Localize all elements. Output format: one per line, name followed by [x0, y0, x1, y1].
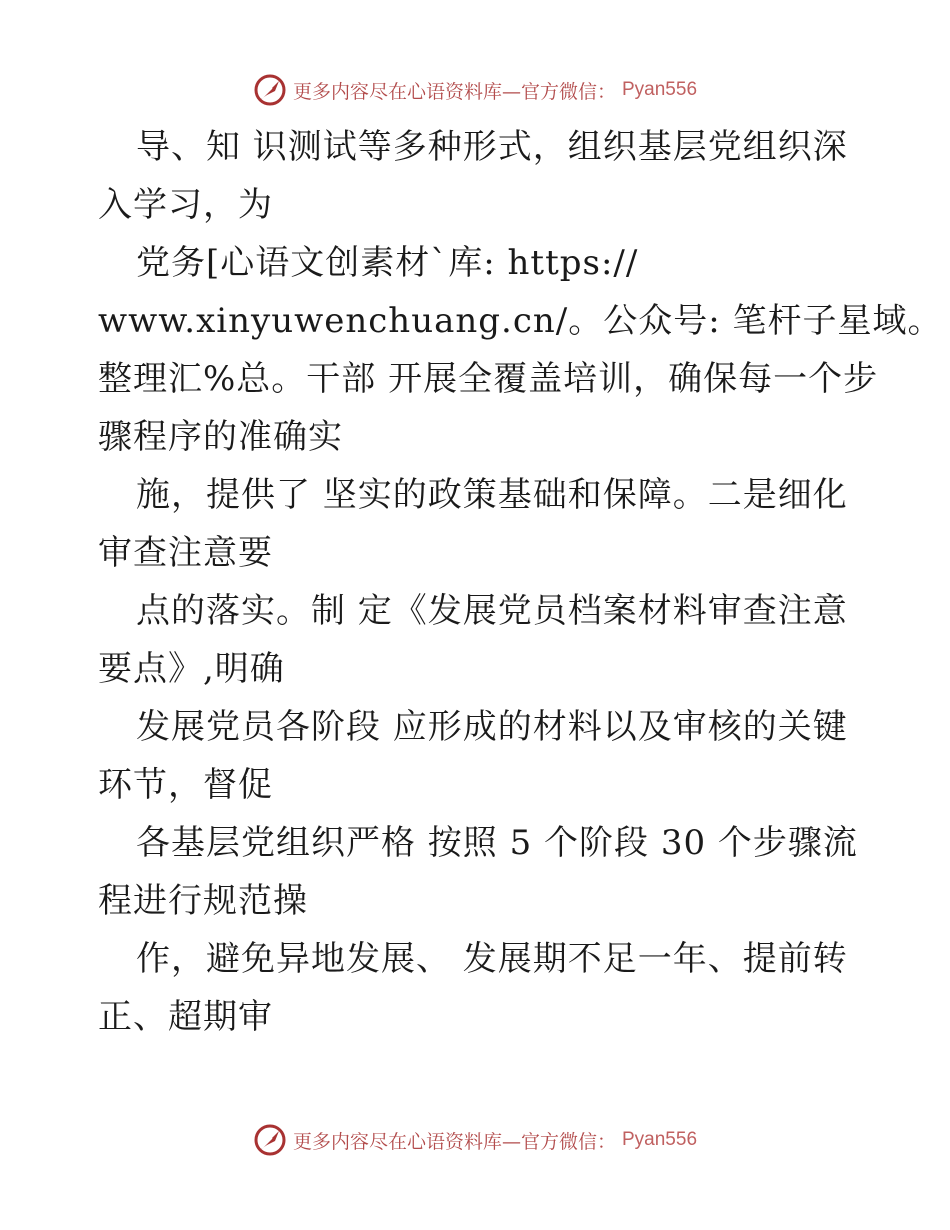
body-line: 发展党员各阶段 应形成的材料以及审核的关键: [136, 707, 848, 747]
body-line: 各基层党组织严格 按照 5 个阶段 30 个步骤流: [136, 823, 858, 863]
body-line: 骤程序的准确实: [98, 417, 343, 457]
footer-banner: [0, 1120, 950, 1160]
body-line: 入学习，为: [98, 185, 273, 225]
body-line: 导、知 识测试等多种形式，组织基层党组织深: [136, 127, 848, 167]
footer-banner-text: 更多内容尽在心语资料库—官方微信：: [292, 1130, 616, 1153]
body-line: 要点》,明确: [98, 649, 285, 689]
body-line: 环节，督促: [98, 765, 273, 805]
body-line: 党务[心语文创素材`库: https://: [136, 243, 639, 283]
header-wechat-id: Pyan556: [622, 79, 698, 100]
body-line: 正、超期审: [98, 997, 273, 1037]
body-line: 审查注意要: [98, 533, 273, 573]
body-line: 点的落实。制 定《发展党员档案材料审查注意: [136, 591, 848, 631]
header-banner-text: 更多内容尽在心语资料库—官方微信：: [292, 80, 616, 103]
body-line: 整理汇%总。干部 开展全覆盖培训，确保每一个步: [98, 359, 879, 399]
body-line: 作，避免异地发展、 发展期不足一年、提前转: [136, 939, 848, 979]
body-line: www.xinyuwenchuang.cn/。公众号: 笔杆子星域。: [98, 301, 943, 341]
quill-logo-icon: [253, 1123, 287, 1157]
header-banner: [0, 70, 950, 110]
document-body: [98, 118, 943, 1046]
quill-logo-icon: [253, 73, 287, 107]
body-line: 程进行规范操: [98, 881, 308, 921]
footer-wechat-id: Pyan556: [622, 1129, 698, 1150]
body-line: 施，提供了 坚实的政策基础和保障。二是细化: [136, 475, 848, 515]
